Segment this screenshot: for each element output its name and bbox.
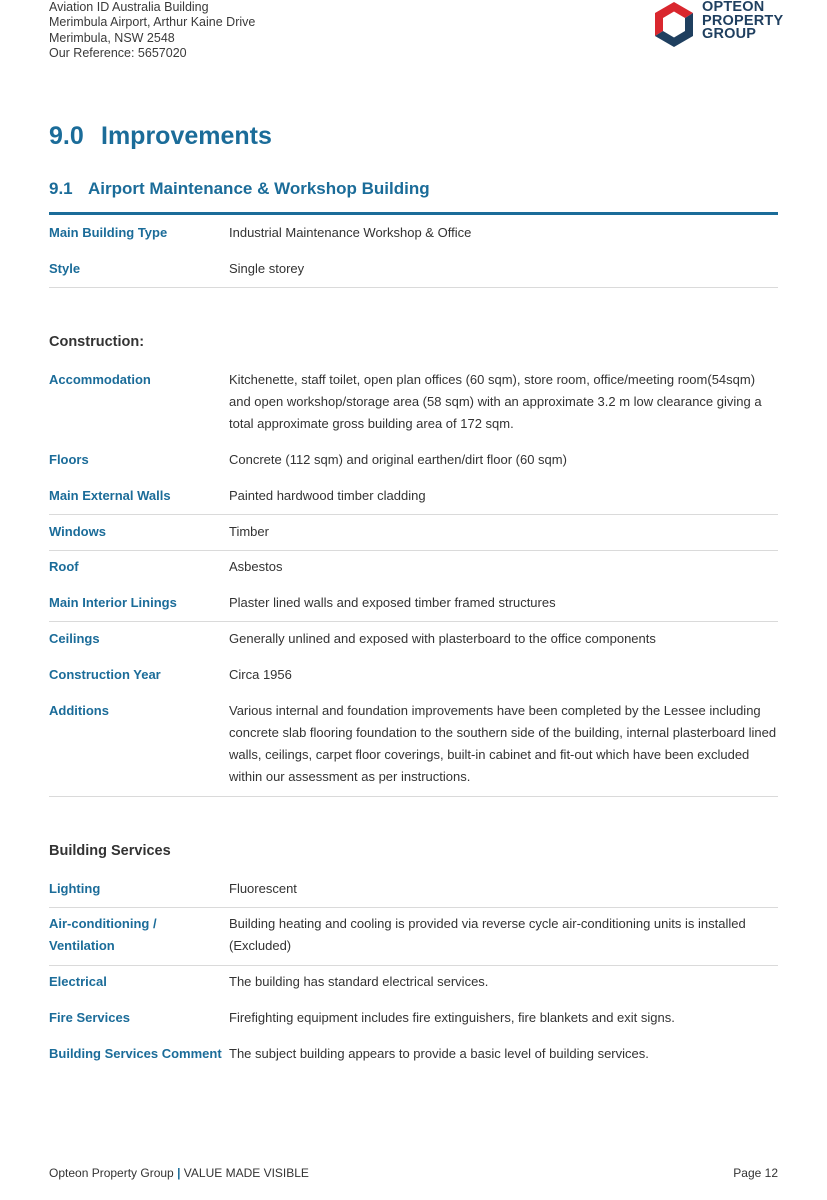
row-value: Plaster lined walls and exposed timber framed structures: [229, 595, 556, 610]
row-value: Firefighting equipment includes fire extinguishers, fire blankets and exit signs.: [229, 1010, 675, 1025]
subsection-heading: [49, 179, 430, 199]
row-value: Industrial Maintenance Workshop & Office: [229, 225, 472, 240]
section-heading: [49, 122, 272, 151]
row-label: Building Services Comment: [49, 1046, 222, 1061]
section-number: 9.0: [49, 122, 84, 150]
footer-separator: |: [177, 1166, 181, 1180]
address-line: Merimbula, NSW 2548: [49, 30, 175, 45]
company-logo: [651, 0, 791, 48]
address-line: Aviation ID Australia Building: [49, 0, 209, 14]
section-title: Improvements: [101, 122, 272, 150]
row-value: Single storey: [229, 261, 305, 276]
row-value: Building heating and cooling is provided via reverse cycle air-conditioning units is installed (Excluded): [229, 916, 746, 953]
address-line: Merimbula Airport, Arthur Kaine Drive: [49, 15, 256, 30]
row-label: Windows: [49, 524, 106, 539]
reference-line: Our Reference: 5657020: [49, 46, 187, 61]
construction-heading: Construction:: [49, 334, 145, 350]
logo-wordmark: [702, 1, 783, 42]
row-value: Asbestos: [229, 559, 283, 574]
row-label: Lighting: [49, 881, 101, 896]
row-value: The subject building appears to provide a basic level of building services.: [229, 1046, 649, 1061]
row-label: Main External Walls: [49, 488, 171, 503]
row-label: Main Building Type: [49, 225, 168, 240]
opteon-hexagon-logo-icon: [651, 0, 697, 48]
page-number: Page 12: [733, 1166, 778, 1180]
row-label: Style: [49, 261, 81, 276]
row-divider: [49, 907, 778, 908]
header-address: [49, 0, 255, 62]
footer-tagline: VALUE MADE VISIBLE: [183, 1166, 309, 1180]
row-value: Painted hardwood timber cladding: [229, 488, 426, 503]
logo-line: GROUP: [702, 26, 757, 42]
row-divider: [49, 965, 778, 966]
services-heading: Building Services: [49, 843, 171, 859]
row-label: Main Interior Linings: [49, 595, 177, 610]
footer-company: Opteon Property Group: [49, 1166, 174, 1180]
row-divider: [49, 621, 778, 622]
row-value: Various internal and foundation improvements have been completed by the Lessee including concrete slab flooring foundation to the southern side of the building, internal plasterboard lined walls, ceilings, carpet floor coverings, built-in cabinet and fit-out which have been excluded within our assessment as per instructions.: [229, 703, 777, 784]
subsection-title: Airport Maintenance & Workshop Building: [88, 179, 430, 198]
row-value: The building has standard electrical services.: [229, 974, 489, 989]
row-divider: [49, 514, 778, 515]
row-label: Roof: [49, 559, 79, 574]
heading-divider: [49, 212, 778, 215]
row-label: Floors: [49, 452, 89, 467]
row-divider: [49, 550, 778, 551]
page-footer: [49, 1166, 309, 1180]
row-value: Circa 1956: [229, 667, 292, 682]
logo-line: OPTEON: [702, 0, 765, 15]
row-label: Additions: [49, 703, 109, 718]
row-divider: [49, 287, 778, 288]
row-value: Generally unlined and exposed with plasterboard to the office components: [229, 631, 656, 646]
logo-line: PROPERTY: [702, 12, 784, 29]
row-value: Kitchenette, staff toilet, open plan offices (60 sqm), store room, office/meeting room(54sqm) and open workshop/storage area (58 sqm) with an approximate 3.2 m low clearance giving a total approximate gross building area of 172 sqm.: [229, 372, 762, 431]
row-value: Concrete (112 sqm) and original earthen/dirt floor (60 sqm): [229, 452, 567, 467]
row-value: Timber: [229, 524, 269, 539]
row-label: Electrical: [49, 974, 107, 989]
row-divider: [49, 796, 778, 797]
row-label: Air-conditioning / Ventilation: [49, 916, 157, 953]
row-label: Ceilings: [49, 631, 100, 646]
row-label: Fire Services: [49, 1010, 130, 1025]
row-label: Accommodation: [49, 372, 151, 387]
subsection-number: 9.1: [49, 179, 73, 198]
row-label: Construction Year: [49, 667, 161, 682]
row-value: Fluorescent: [229, 881, 297, 896]
